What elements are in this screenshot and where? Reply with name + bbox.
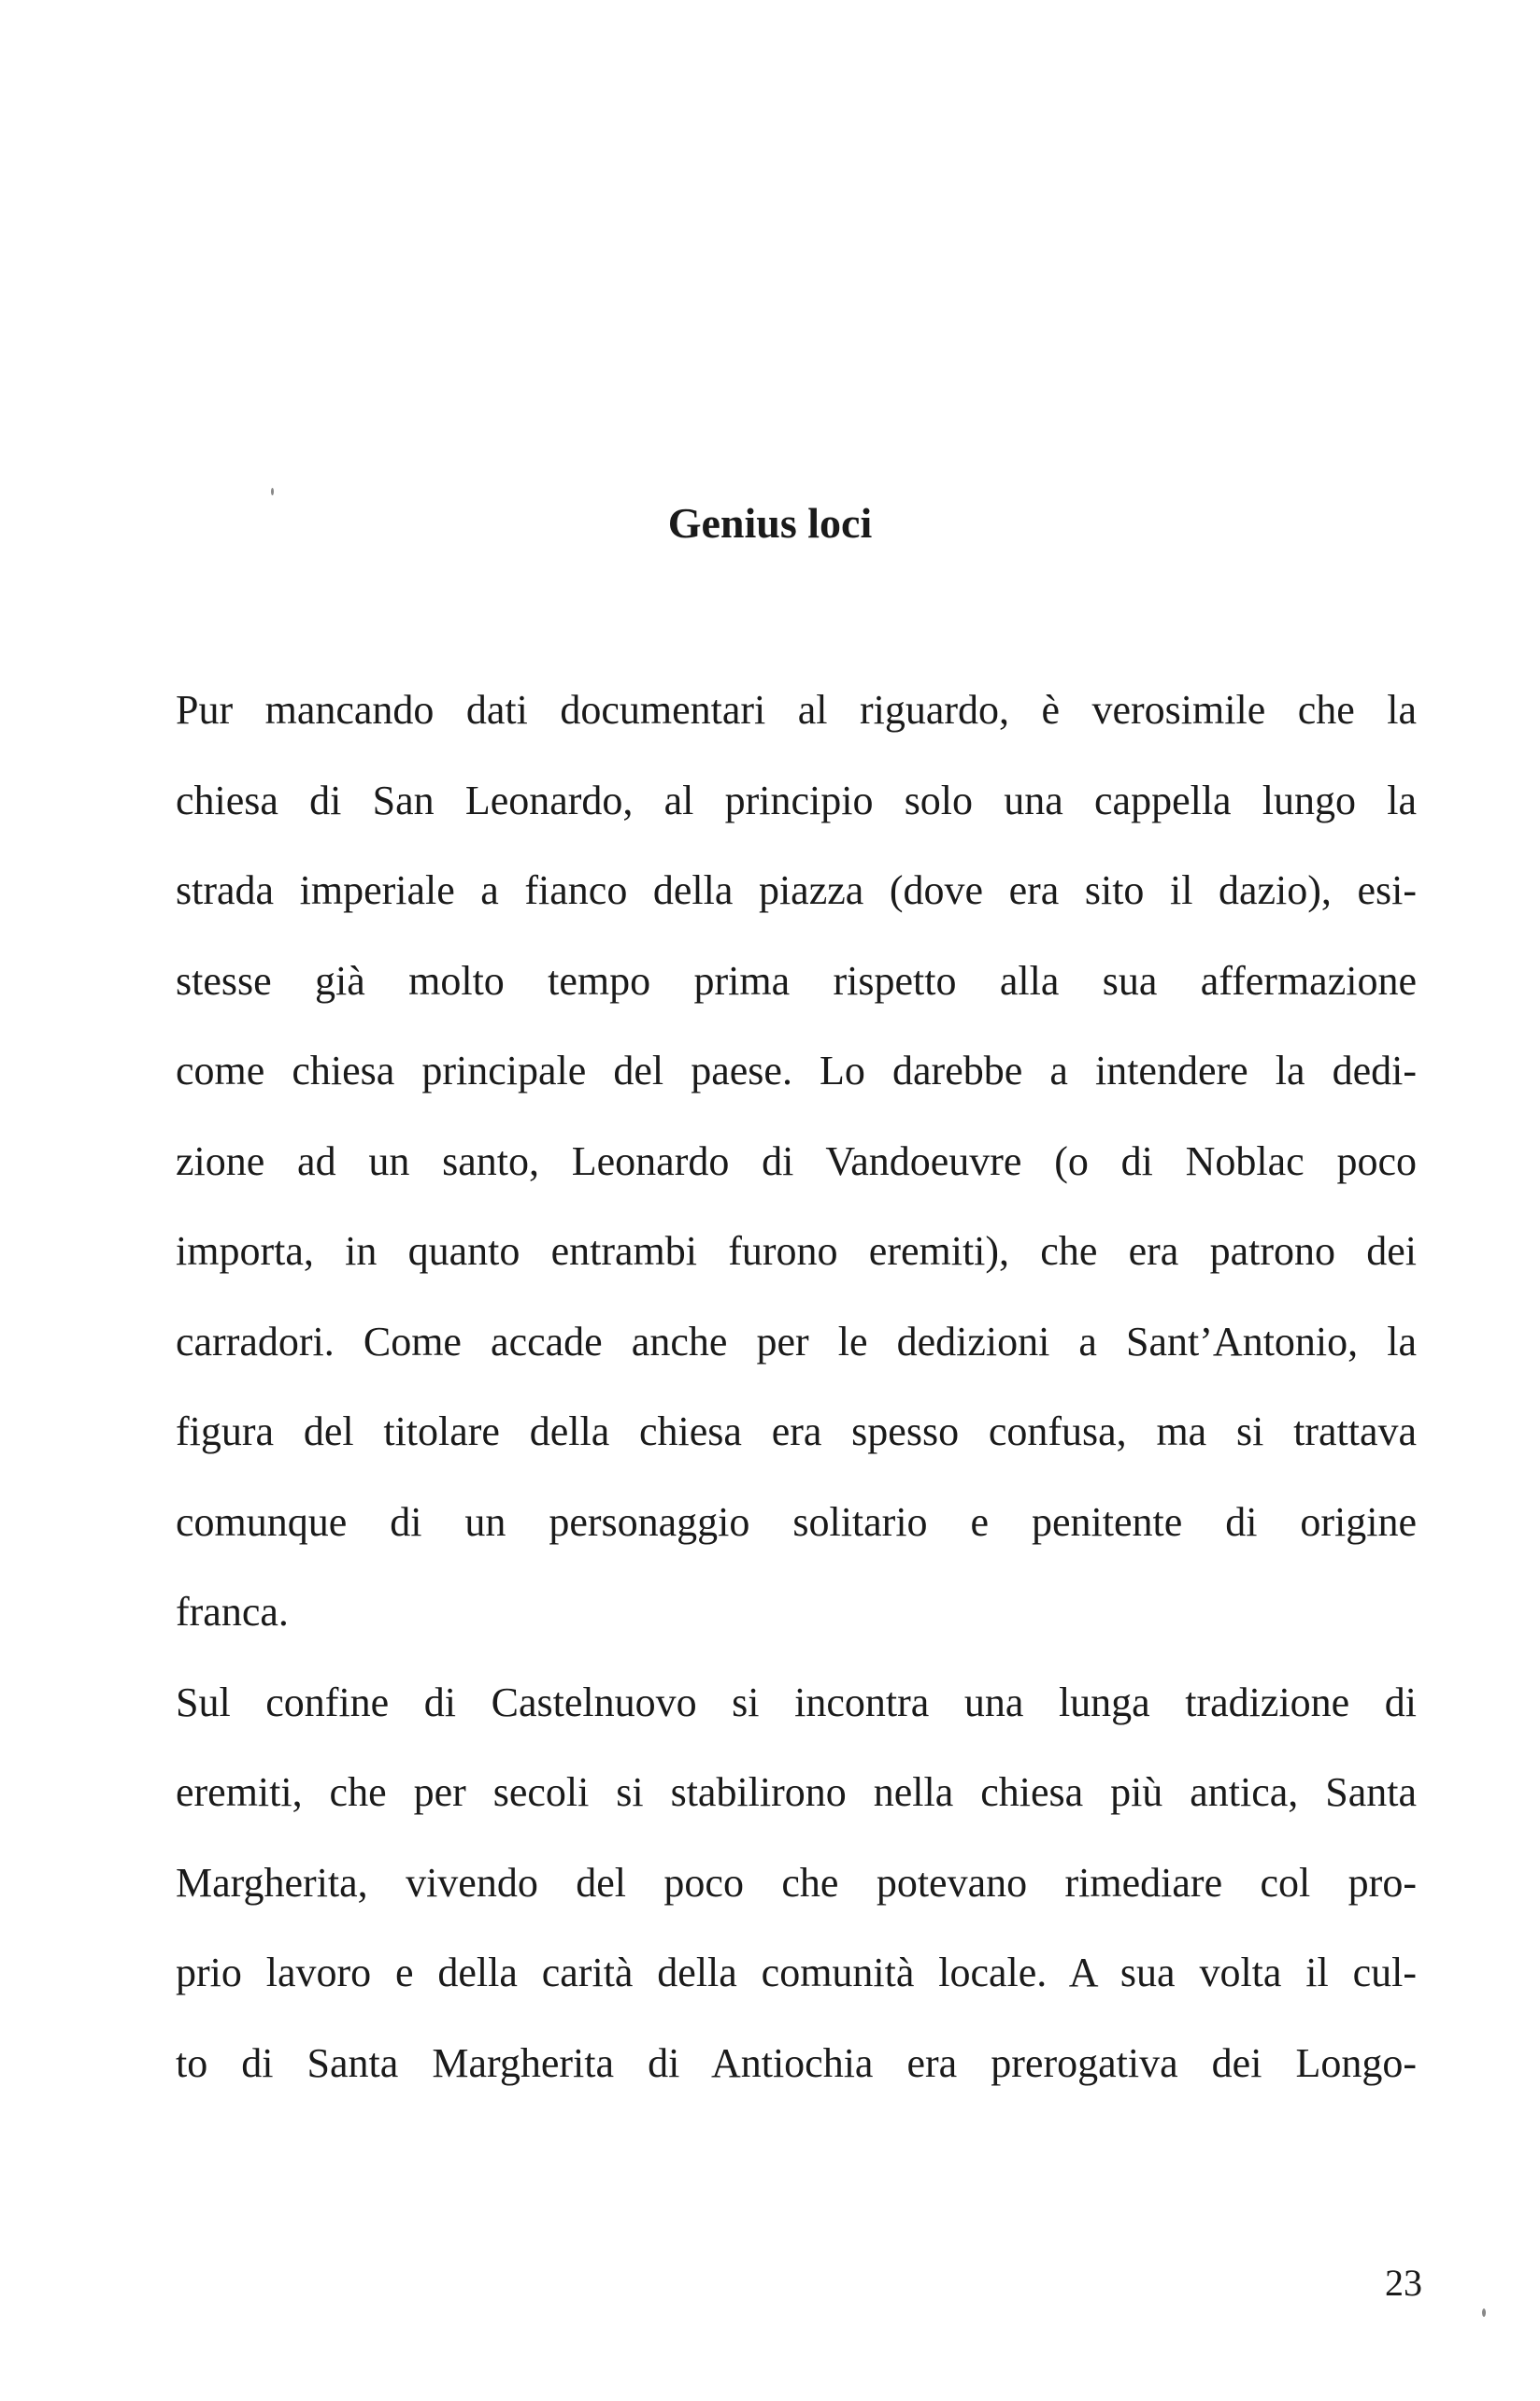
text-line: eremiti, che per secoli si stabilirono nella chiesa più antica, Santa xyxy=(176,1769,1417,1815)
text-line: zione ad un santo, Leonardo di Vandoeuvre (o di Noblac poco xyxy=(176,1137,1417,1184)
scan-speck xyxy=(1482,2308,1486,2317)
page-number: 23 xyxy=(1385,2262,1422,2304)
text-line: importa, in quanto entrambi furono eremiti), che era patrono dei xyxy=(176,1228,1417,1274)
paragraph-1 xyxy=(176,665,1417,1658)
text-line: Sul confine di Castelnuovo si incontra una lunga tradizione di xyxy=(176,1679,1417,1725)
text-line: franca. xyxy=(176,1589,289,1635)
scan-speck xyxy=(271,488,274,495)
body-text xyxy=(176,665,1417,2108)
text-line: carradori. Come accade anche per le dedizioni a Sant’Antonio, la xyxy=(176,1318,1417,1365)
text-line: Margherita, vivendo del poco che potevano rimediare col pro- xyxy=(176,1859,1417,1906)
paragraph-2 xyxy=(176,1658,1417,2109)
text-line: prio lavoro e della carità della comunità locale. A sua volta il cul- xyxy=(176,1950,1417,1995)
text-line: come chiesa principale del paese. Lo darebbe a intendere la dedi- xyxy=(176,1048,1417,1093)
text-line: comunque di un personaggio solitario e penitente di origine xyxy=(176,1498,1417,1545)
text-line: to di Santa Margherita di Antiochia era prerogativa dei Longo- xyxy=(176,2039,1417,2086)
text-line: stesse già molto tempo prima rispetto alla sua affermazione xyxy=(176,957,1417,1004)
text-line: figura del titolare della chiesa era spesso confusa, ma si trattava xyxy=(176,1408,1417,1454)
text-line: chiesa di San Leonardo, al principio solo una cappella lungo la xyxy=(176,777,1417,823)
chapter-title: Genius loci xyxy=(667,499,873,547)
text-line: Pur mancando dati documentari al riguardo, è verosimile che la xyxy=(176,687,1417,733)
text-line: strada imperiale a fianco della piazza (dove era sito il dazio), esi- xyxy=(176,867,1417,913)
